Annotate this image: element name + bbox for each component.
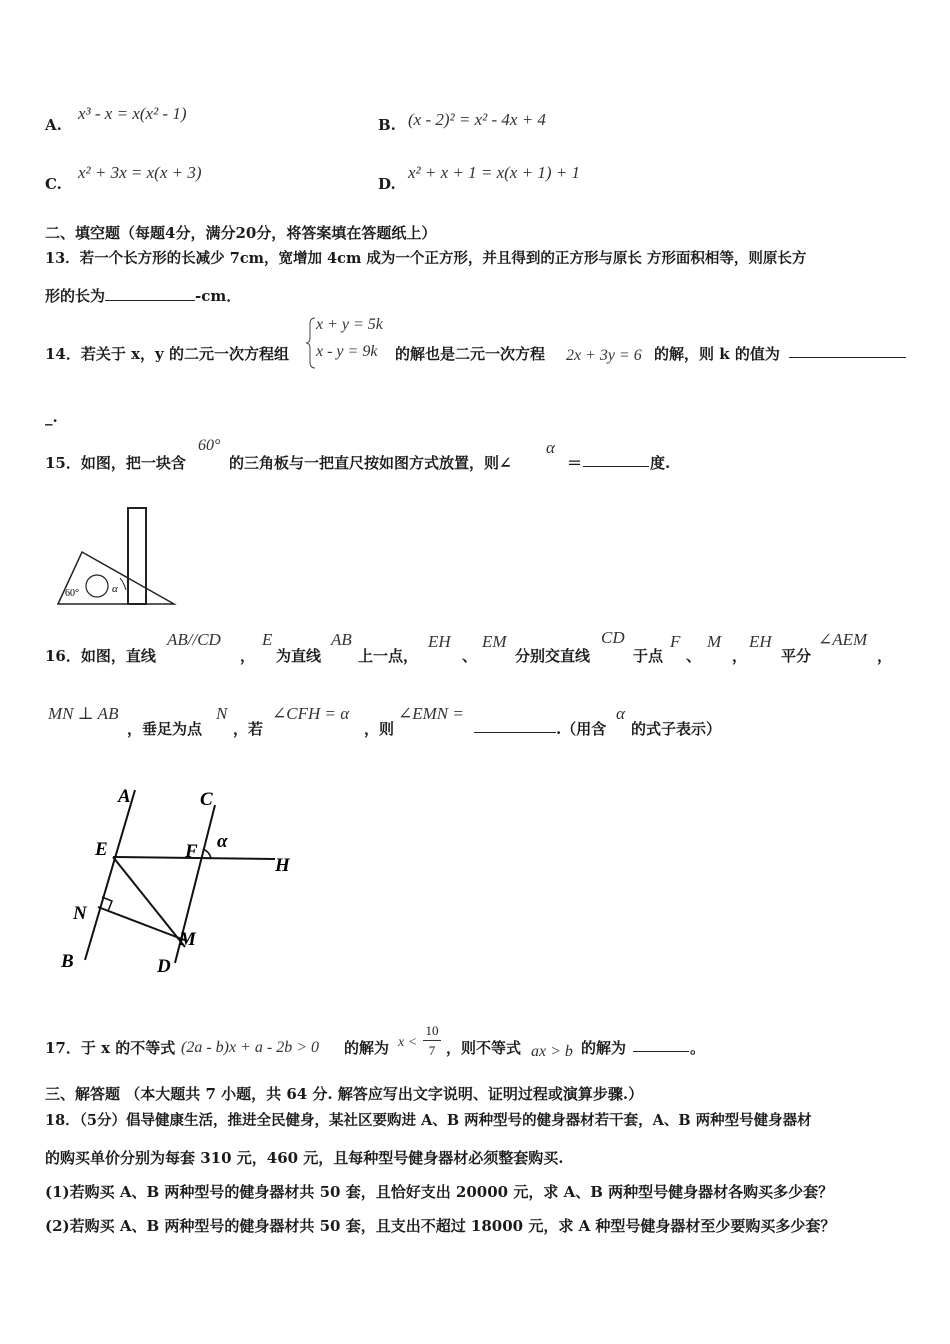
option-c-label: C.	[45, 175, 62, 193]
q16-segment-mn	[98, 907, 187, 941]
q16-angle-cfh: ∠CFH = α	[272, 704, 350, 723]
option-a-expression: x³ - x = x(x² - 1)	[78, 104, 187, 123]
q14-tail: _.	[45, 408, 58, 426]
q16-text11: ，若	[233, 720, 264, 738]
q16-mn-perp-ab: MN ⊥ AB	[48, 704, 119, 723]
q13-line2-post: -cm．	[195, 287, 242, 305]
q16-label-n: N	[73, 903, 87, 924]
q16-alpha: α	[616, 704, 625, 723]
q16-text12: ，则	[364, 720, 395, 738]
q16-point-m: M	[707, 632, 722, 651]
q16-text9: ，	[877, 647, 893, 665]
q14-pre: 14．若关于 x，y 的二元一次方程组	[45, 345, 289, 363]
q16-label-d: D	[157, 956, 171, 977]
q15-end: 度.	[650, 454, 671, 472]
q14-eq2: x - y = 9k	[316, 343, 378, 360]
q16-point-n: N	[216, 704, 228, 723]
q16-label-f: F	[185, 841, 198, 862]
q14-eq3: 2x + 3y = 6	[566, 347, 642, 364]
q16-text10: ，垂足为点	[127, 720, 203, 738]
q16-angle-emn: ∠EMN =	[398, 704, 464, 723]
q16-eh2: EH	[749, 632, 772, 651]
q17-answer-blank[interactable]	[633, 1037, 689, 1052]
q17-text1: 的解为	[344, 1039, 390, 1057]
q16-text6: 、	[686, 647, 702, 665]
q16-ab-parallel-cd: AB//CD	[167, 630, 221, 649]
q16-text8: 平分	[781, 647, 812, 665]
q16-text3: 、	[462, 647, 478, 665]
q14-eq1: x + y = 5k	[316, 316, 383, 333]
q17-text2: ，则不等式	[446, 1039, 522, 1057]
q15-mid: 的三角板与一把直尺按如图方式放置，则∠	[229, 454, 512, 472]
section-2-title: 二、填空题（每题4分，满分20分，将答案填在答题纸上）	[45, 224, 437, 242]
q16-label-b: B	[61, 951, 74, 972]
q16-line-ab: AB	[331, 630, 352, 649]
q17-inequality: (2a - b)x + a - 2b > 0	[181, 1039, 320, 1056]
q13-line1: 13．若一个长方形的长减少 7cm，宽增加 4cm 成为一个正方形，并且得到的正方形与原长 方形面积相等，则原长方	[45, 250, 807, 267]
q16-cd: CD	[601, 628, 625, 647]
q13-line2-pre: 形的长为	[45, 287, 106, 305]
q16-number: 16．如图，直线	[45, 647, 156, 665]
q16-label-m: M	[179, 929, 196, 950]
option-b-expression: (x - 2)² = x² - 4x + 4	[408, 110, 546, 129]
q17-pre: 17．于 x 的不等式	[45, 1039, 176, 1057]
q16-label-a: A	[118, 786, 131, 807]
q16-comma1: ，	[240, 647, 256, 665]
q16-point-e: E	[262, 630, 273, 649]
q16-text13: .（用含	[556, 720, 607, 738]
option-a-label: A.	[45, 116, 62, 134]
q15-fig-angle-label: 60°	[65, 588, 79, 599]
option-d-expression: x² + x + 1 = x(x + 1) + 1	[408, 163, 580, 182]
q17-fraction-denominator: 7	[428, 1043, 436, 1058]
option-b-label: B.	[378, 116, 396, 134]
q15-ruler	[128, 508, 146, 604]
q16-eh: EH	[428, 632, 451, 651]
q16-text4: 分别交直线	[515, 647, 591, 665]
q13-answer-blank[interactable]	[105, 286, 195, 301]
option-c-expression: x² + 3x = x(x + 3)	[78, 163, 202, 182]
q16-label-e: E	[95, 839, 108, 860]
q16-figure	[55, 775, 315, 985]
q13-line2	[45, 285, 241, 306]
q16-text7: ，	[732, 647, 748, 665]
q17-inequality2: ax > b	[531, 1043, 573, 1060]
q16-angle-aem: ∠AEM	[818, 630, 868, 649]
q18-part1: (1)若购买 A、B 两种型号的健身器材共 50 套，且恰好支出 20000 元，求 A、B 两种型号健身器材各购买多少套？	[45, 1183, 834, 1201]
q15-angle: 60°	[198, 437, 221, 454]
q17-x-less: x <	[398, 1035, 418, 1050]
q14-post: 的解，则 k 的值为	[654, 345, 780, 363]
q16-label-c: C	[200, 789, 213, 810]
q15-equals: ＝	[567, 454, 583, 472]
q15-pre: 15．如图，把一块含	[45, 454, 186, 472]
q15-answer-blank[interactable]	[583, 452, 649, 467]
q16-answer-blank[interactable]	[474, 718, 556, 733]
q18-part2: (2)若购买 A、B 两种型号的健身器材共 50 套，且支出不超过 18000 元，求 A 种型号健身器材至少要购买多少套？	[45, 1217, 836, 1235]
q17-fraction-numerator: 10	[425, 1023, 439, 1038]
q15-triangle-hole	[86, 575, 108, 597]
section-3-title: 三、解答题 （本大题共 7 小题，共 64 分. 解答应写出文字说明、证明过程或演算步骤.）	[45, 1085, 644, 1103]
q14-answer-blank[interactable]	[789, 343, 906, 358]
option-d-label: D.	[378, 175, 396, 193]
q15-fig-alpha-label: α	[112, 583, 118, 595]
q16-text5: 于点	[633, 647, 664, 665]
q16-label-h: H	[275, 855, 290, 876]
q17-end: 。	[690, 1039, 706, 1057]
q16-label-alpha: α	[217, 831, 228, 852]
q18-line2: 的购买单价分别为每套 310 元，460 元，且每种型号健身器材必须整套购买.	[45, 1149, 564, 1167]
q18-line1: 18．（5分）倡导健康生活，推进全民健身，某社区要购进 A、B 两种型号的健身器材若干套，A、B 两种型号健身器材	[45, 1112, 812, 1129]
q15-alpha: α	[546, 438, 555, 457]
q15-figure	[50, 500, 180, 610]
q17-text3: 的解为	[581, 1039, 627, 1057]
q16-point-f: F	[670, 632, 681, 651]
q16-segment-em	[113, 857, 185, 947]
q16-em: EM	[482, 632, 507, 651]
q16-text1: 为直线	[276, 647, 322, 665]
q14-mid: 的解也是二元一次方程	[395, 345, 546, 363]
q16-text14: 的式子表示）	[631, 720, 722, 738]
q17-fraction-bar	[423, 1040, 441, 1041]
q16-text2: 上一点，	[358, 647, 419, 665]
